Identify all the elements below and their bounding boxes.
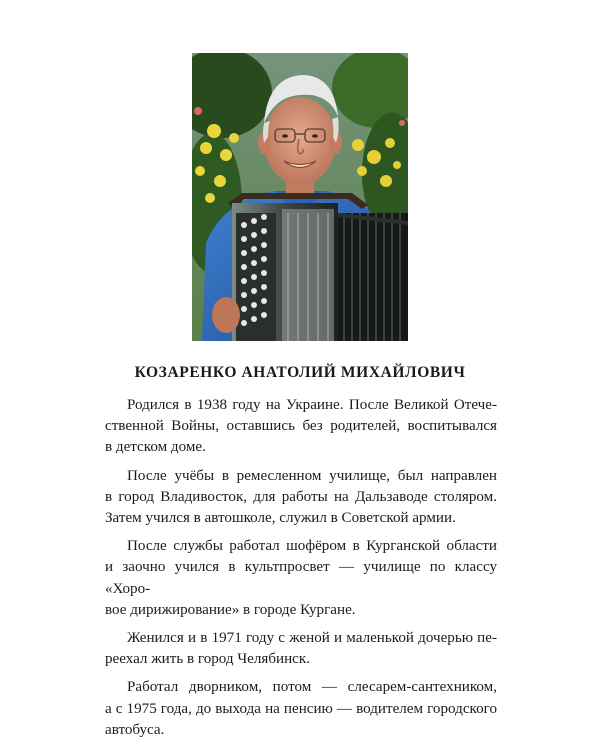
text-line: Затем учился в автошколе, служил в Советской армии. [105,510,456,527]
biography-text [105,395,497,748]
text-line: автобуса. [105,721,165,738]
text-line: вое дирижирование» в городе Кургане. [105,601,356,618]
text-line: Родился в 1938 году на Украине. После Великой Отече- [127,397,497,413]
text-line: После учёбы в ремесленном училище, был направлен [127,467,497,484]
accordion [232,203,408,341]
page-title: КОЗАРЕНКО АНАТОЛИЙ МИХАЙЛОВИЧ [134,364,466,381]
portrait-illustration [192,53,408,341]
text-line: а с 1975 года, до выхода на пенсию — водителем городского [105,700,497,717]
text-line: реехал жить в город Челябинск. [105,651,310,668]
paragraph [105,466,497,530]
text-line: Женился и в 1971 году с женой и маленькой дочерью пе- [127,630,497,647]
text-line: После службы работал шофёром в Курганской области [127,538,497,555]
paragraph [105,628,497,670]
portrait-photo [192,53,408,341]
text-line: в город Владивосток, для работы на Дальзаводе столяром. [105,488,497,505]
text-line: Работал дворником, потом — слесарем-сантехником, [127,679,497,696]
paragraph [105,677,497,741]
text-line: ственной Войны, оставшись без родителей, воспитывался [105,418,497,435]
paragraph [105,536,497,621]
paragraph [105,395,497,459]
text-line: в детском доме. [105,439,206,456]
text-line: и заочно учился в культпросвет — училище по классу «Хоро- [105,559,497,597]
